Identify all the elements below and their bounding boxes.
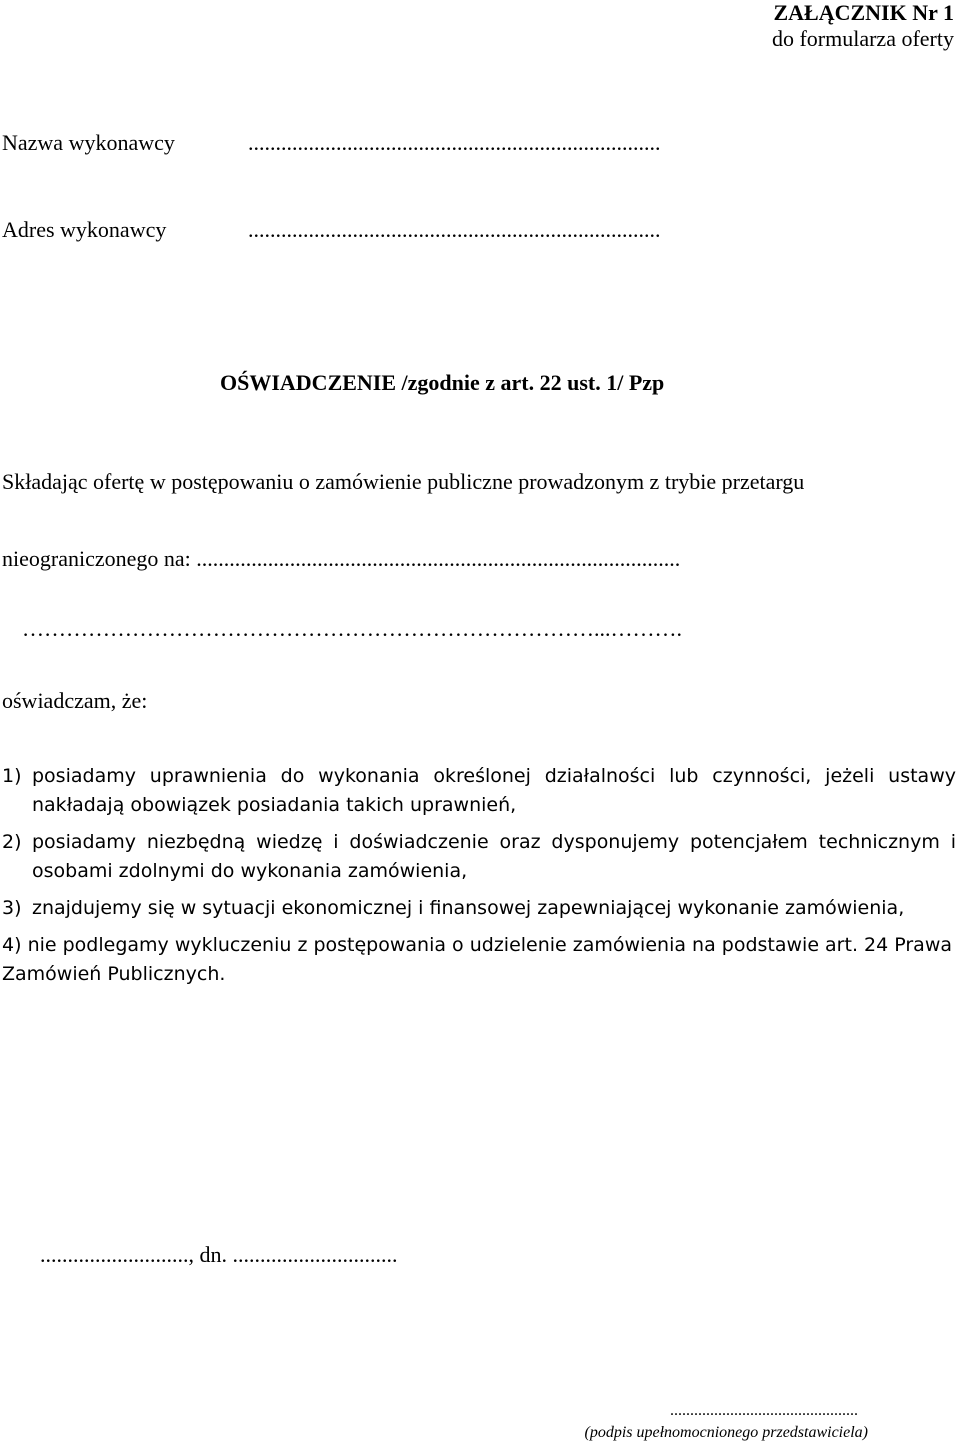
list-item-text: posiadamy niezbędną wiedzę i doświadczenie oraz dysponujemy potencjałem technicznym i osobami zdolnymi do wykonania zamówienia, (32, 831, 956, 882)
statement-text: oświadczam, że: (2, 688, 148, 713)
contractor-name-field[interactable]: ........................................................................... (248, 130, 661, 155)
contractor-address-field[interactable]: ........................................................................... (248, 217, 661, 242)
list-item-number: 2) (2, 831, 22, 853)
list-item-text: znajdujemy się w sytuacji ekonomicznej i finansowej zapewniającej wykonanie zamówienia, (32, 897, 905, 919)
list-item-text: nie podlegamy wykluczeniu z postępowania o udzielenie zamówienia na podstawie art. 24 Prawa Zamówień Publicznych. (2, 934, 953, 985)
list-item-number: 3) (2, 897, 22, 919)
declaration-list (2, 762, 956, 997)
annex-subtitle: do formularza oferty (771, 26, 954, 51)
list-item-text: posiadamy uprawnienia do wykonania określonej działalności lub czynności, jeżeli ustawy nakładają obowiązek posiadania takich uprawnień, (32, 765, 956, 816)
list-item (2, 894, 956, 923)
annex-title: ZAŁĄCZNIK Nr 1 (773, 0, 954, 25)
list-item (2, 931, 956, 989)
list-item-number: 4) (2, 934, 22, 956)
contractor-address-label: Adres wykonawcy (2, 217, 167, 242)
declaration-heading: OŚWIADCZENIE /zgodnie z art. 22 ust. 1/ Pzp (220, 370, 665, 395)
signature-field[interactable]: ............................................... (670, 1402, 858, 1419)
contractor-name-label: Nazwa wykonawcy (2, 130, 175, 155)
list-item (2, 762, 956, 820)
intro-line-2: nieograniczonego na: ........................................................................................ (2, 546, 681, 571)
intro-line-1: Składając ofertę w postępowaniu o zamówienie publiczne prowadzonym z trybie przetargu (2, 469, 805, 494)
list-item (2, 828, 956, 886)
list-item-number: 1) (2, 765, 22, 787)
signature-caption: (podpis upełnomocnionego przedstawiciela) (584, 1424, 868, 1441)
place-date-field[interactable]: ..........................., dn. .............................. (40, 1242, 398, 1267)
tender-subject-field[interactable]: ……………………………………………………………………...………. (22, 616, 682, 641)
